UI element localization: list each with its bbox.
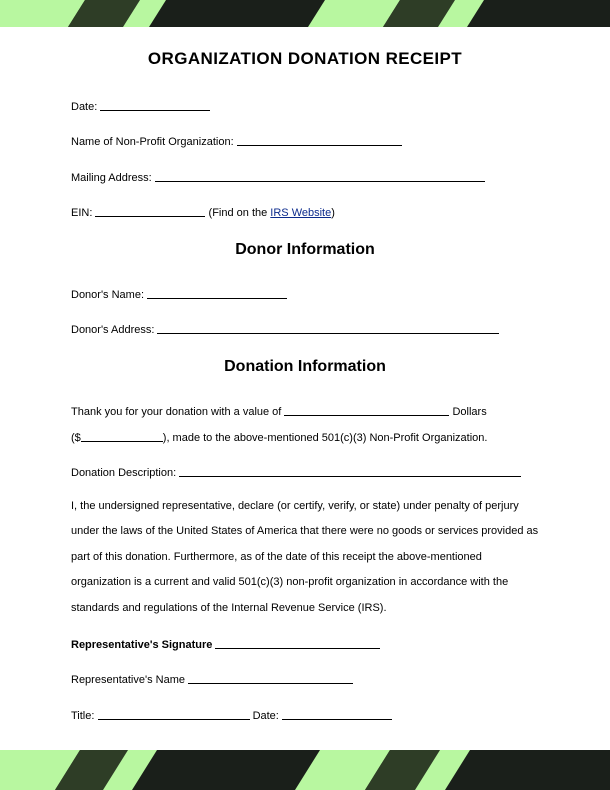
rep-name-field <box>71 672 353 686</box>
donation-description-blank[interactable] <box>179 465 521 477</box>
donor-name-blank[interactable] <box>147 287 287 299</box>
donation-amount-prefix: ($ <box>71 432 81 444</box>
rep-signature-label: Representative's Signature <box>71 639 213 651</box>
title-label: Title: <box>71 710 95 722</box>
date-field <box>71 99 210 113</box>
mailing-address-label: Mailing Address: <box>71 172 152 184</box>
donor-address-blank[interactable] <box>157 322 499 334</box>
donation-value-suffix: Dollars <box>452 406 487 418</box>
date-blank[interactable] <box>100 99 210 111</box>
bottom-decorative-band <box>0 750 610 790</box>
donation-value-line <box>71 404 487 418</box>
org-name-field <box>71 134 402 148</box>
title-date-label: Date: <box>252 710 279 722</box>
donation-description-label: Donation Description: <box>71 467 177 479</box>
mailing-address-blank[interactable] <box>155 170 485 182</box>
org-name-label: Name of Non-Profit Organization: <box>71 136 234 148</box>
ein-blank[interactable] <box>95 205 205 217</box>
title-blank[interactable] <box>98 708 250 720</box>
rep-signature-blank[interactable] <box>215 637 380 649</box>
declaration-line: part of this donation. Furthermore, as of the date of this receipt the above-mentioned <box>71 550 482 563</box>
donor-information-heading: Donor Information <box>235 241 375 258</box>
rep-name-blank[interactable] <box>188 672 353 684</box>
ein-note-suffix: ) <box>331 207 335 219</box>
donation-amount-line <box>71 430 487 444</box>
donor-name-field <box>71 287 287 301</box>
donation-value-blank[interactable] <box>284 404 449 416</box>
title-date-field <box>71 708 392 722</box>
donation-information-heading: Donation Information <box>224 358 386 375</box>
date-label: Date: <box>71 101 98 113</box>
title-date-blank[interactable] <box>282 708 392 720</box>
ein-note-prefix: (Find on the <box>208 207 268 219</box>
donation-description-field <box>71 465 521 479</box>
rep-signature-field <box>71 637 380 651</box>
donation-value-text: Thank you for your donation with a value of <box>71 406 282 418</box>
declaration-line: under the laws of the United States of America that there were no goods or services provided as <box>71 525 539 538</box>
top-decorative-band <box>0 0 610 27</box>
declaration-line: organization is a current and valid 501(c)(3) non-profit organization in accordance with the <box>71 576 509 589</box>
donation-amount-blank[interactable] <box>81 430 163 442</box>
donor-address-field <box>71 322 499 336</box>
donation-amount-suffix: ), made to the above-mentioned 501(c)(3) Non-Profit Organization. <box>162 432 488 444</box>
org-name-blank[interactable] <box>237 134 402 146</box>
declaration-line: I, the undersigned representative, declare (or certify, verify, or state) under penalty of perjury <box>71 500 519 512</box>
document-title: ORGANIZATION DONATION RECEIPT <box>147 49 463 68</box>
ein-label: EIN: <box>71 207 93 219</box>
ein-field <box>71 205 335 219</box>
mailing-address-field <box>71 170 485 184</box>
donor-address-label: Donor's Address: <box>71 324 155 336</box>
donor-name-label: Donor's Name: <box>71 289 145 301</box>
declaration-paragraph <box>71 500 551 627</box>
declaration-line: standards and regulations of the Internal Revenue Service (IRS). <box>71 601 387 614</box>
rep-name-label: Representative's Name <box>71 674 185 686</box>
irs-website-link[interactable]: IRS Website <box>270 207 332 219</box>
